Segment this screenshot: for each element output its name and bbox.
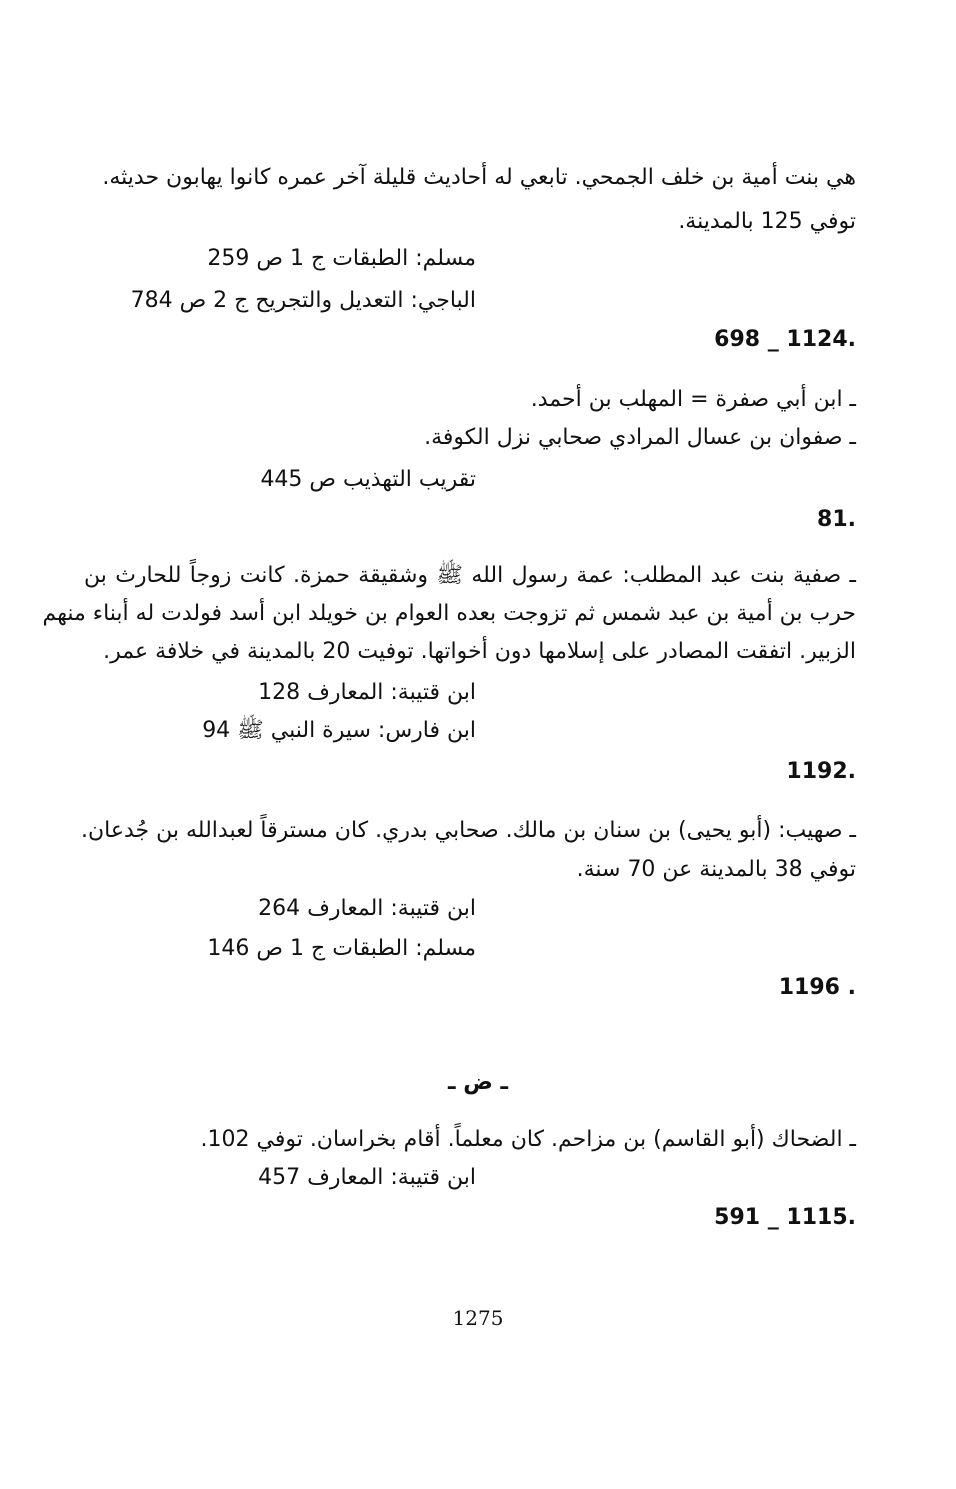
- entry-text-line: توفي 125 بالمدينة.: [678, 209, 856, 234]
- citation: ابن قتيبة: المعارف 264: [258, 896, 476, 921]
- entry-text-line: ـ ابن أبي صفرة = المهلب بن أحمد.: [530, 387, 856, 412]
- reference-number: .1115 _ 591: [714, 1205, 856, 1230]
- section-heading: ـ ض ـ: [448, 1070, 508, 1095]
- entry-text-line: حرب بن أمية بن عبد شمس ثم تزوجت بعده العوام بن خويلد ابن أسد فولدت له أبناء منهم: [42, 601, 856, 626]
- entry-text-line: توفي 38 بالمدينة عن 70 سنة.: [576, 857, 856, 882]
- reference-number: .1124 _ 698: [714, 327, 856, 352]
- citation: ابن قتيبة: المعارف 457: [258, 1165, 476, 1190]
- page-number: 1275: [452, 1306, 504, 1330]
- citation: ابن قتيبة: المعارف 128: [258, 680, 476, 705]
- citation: مسلم: الطبقات ج 1 ص 259: [207, 246, 476, 271]
- entry-text-line: ـ صفية بنت عبد المطلب: عمة رسول الله ﷺ وشقيقة حمزة. كانت زوجاً للحارث بن: [84, 563, 856, 588]
- reference-number: .81: [817, 507, 856, 532]
- entry-text-line: ـ صفوان بن عسال المرادي صحابي نزل الكوفة.: [424, 425, 856, 450]
- entry-text-line: الزبير. اتفقت المصادر على إسلامها دون أخواتها. توفيت 20 بالمدينة في خلافة عمر.: [103, 639, 856, 664]
- citation: الباجي: التعديل والتجريح ج 2 ص 784: [130, 288, 476, 313]
- entry-text-line: هي بنت أمية بن خلف الجمحي. تابعي له أحاديث قليلة آخر عمره كانوا يهابون حديثه.: [102, 165, 856, 190]
- entry-text-line: ـ الضحاك (أبو القاسم) بن مزاحم. كان معلماً. أقام بخراسان. توفي 102.: [200, 1127, 856, 1152]
- entry-text-line: ـ صهيب: (أبو يحيى) بن سنان بن مالك. صحابي بدري. كان مسترقاً لعبدالله بن جُدعان.: [81, 818, 856, 843]
- reference-number: .1192: [786, 759, 856, 784]
- reference-number: . 1196: [778, 975, 856, 1000]
- citation: مسلم: الطبقات ج 1 ص 146: [207, 936, 476, 961]
- citation: ابن فارس: سيرة النبي ﷺ 94: [202, 718, 476, 743]
- citation: تقريب التهذيب ص 445: [260, 467, 476, 492]
